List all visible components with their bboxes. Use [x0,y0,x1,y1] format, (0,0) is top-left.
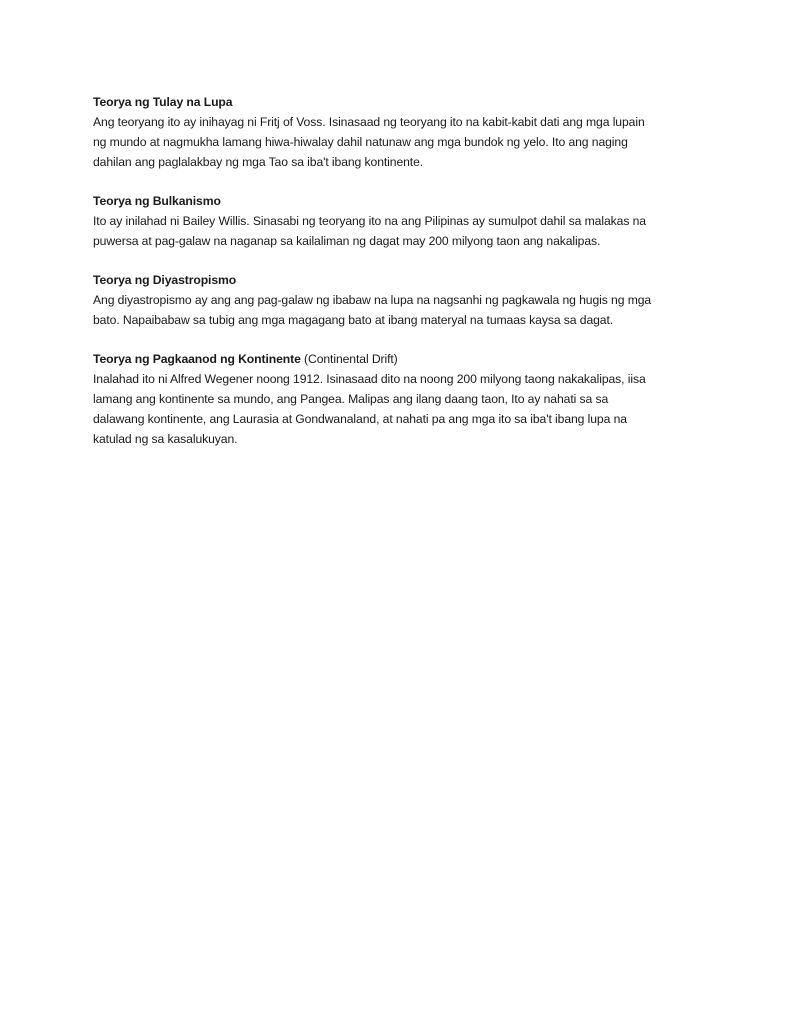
section-body [93,211,705,251]
section-heading [93,270,705,290]
section-tulay-na-lupa [93,92,705,172]
heading-text: Teorya ng Pagkaanod ng Kontinente [93,352,301,366]
section-body [93,290,705,330]
body-line: dahilan ang paglalakbay ng mga Tao sa iba't ibang kontinente. [93,155,424,169]
body-line: dalawang kontinente, ang Laurasia at Gondwanaland, at nahati pa ang mga ito sa iba't ibang lupa na [93,412,627,426]
body-line: Ang diyastropismo ay ang ang pag-galaw ng ibabaw na lupa na nagsanhi ng pagkawala ng hugis ng mga [93,293,652,307]
body-line: Inalahad ito ni Alfred Wegener noong 1912. Isinasaad dito na noong 200 milyong taong nakakalipas, iisa [93,372,646,386]
section-diyastropismo [93,270,705,330]
body-line: ng mundo at nagmukha lamang hiwa-hiwalay dahil natunaw ang mga bundok ng yelo. Ito ang naging [93,135,628,149]
heading-suffix: (Continental Drift) [300,352,398,366]
body-line: lamang ang kontinente sa mundo, ang Pangea. Malipas ang ilang daang taon, Ito ay nahati sa sa [93,392,609,406]
section-heading [93,92,705,112]
heading-text: Teorya ng Diyastropismo [93,273,237,287]
section-heading [93,349,705,369]
heading-text: Teorya ng Tulay na Lupa [93,95,233,109]
body-line: katulad ng sa kasalukuyan. [93,432,238,446]
section-bulkanismo [93,191,705,251]
section-pagkaanod-ng-kontinente [93,349,705,449]
section-heading [93,191,705,211]
body-line: bato. Napaibabaw sa tubig ang mga magagang bato at ibang materyal na tumaas kaysa sa dagat. [93,313,614,327]
section-body [93,369,705,449]
body-line: Ang teoryang ito ay inihayag ni Fritj of Voss. Isinasaad ng teoryang ito na kabit-kabit dati ang mga lupain [93,115,645,129]
body-line: puwersa at pag-galaw na naganap sa kailaliman ng dagat may 200 milyong taon ang nakalipas. [93,234,601,248]
body-line: Ito ay inilahad ni Bailey Willis. Sinasabi ng teoryang ito na ang Pilipinas ay sumulpot dahil sa malakas na [93,214,646,228]
heading-text: Teorya ng Bulkanismo [93,194,221,208]
document-page [93,92,705,468]
section-body [93,112,705,172]
